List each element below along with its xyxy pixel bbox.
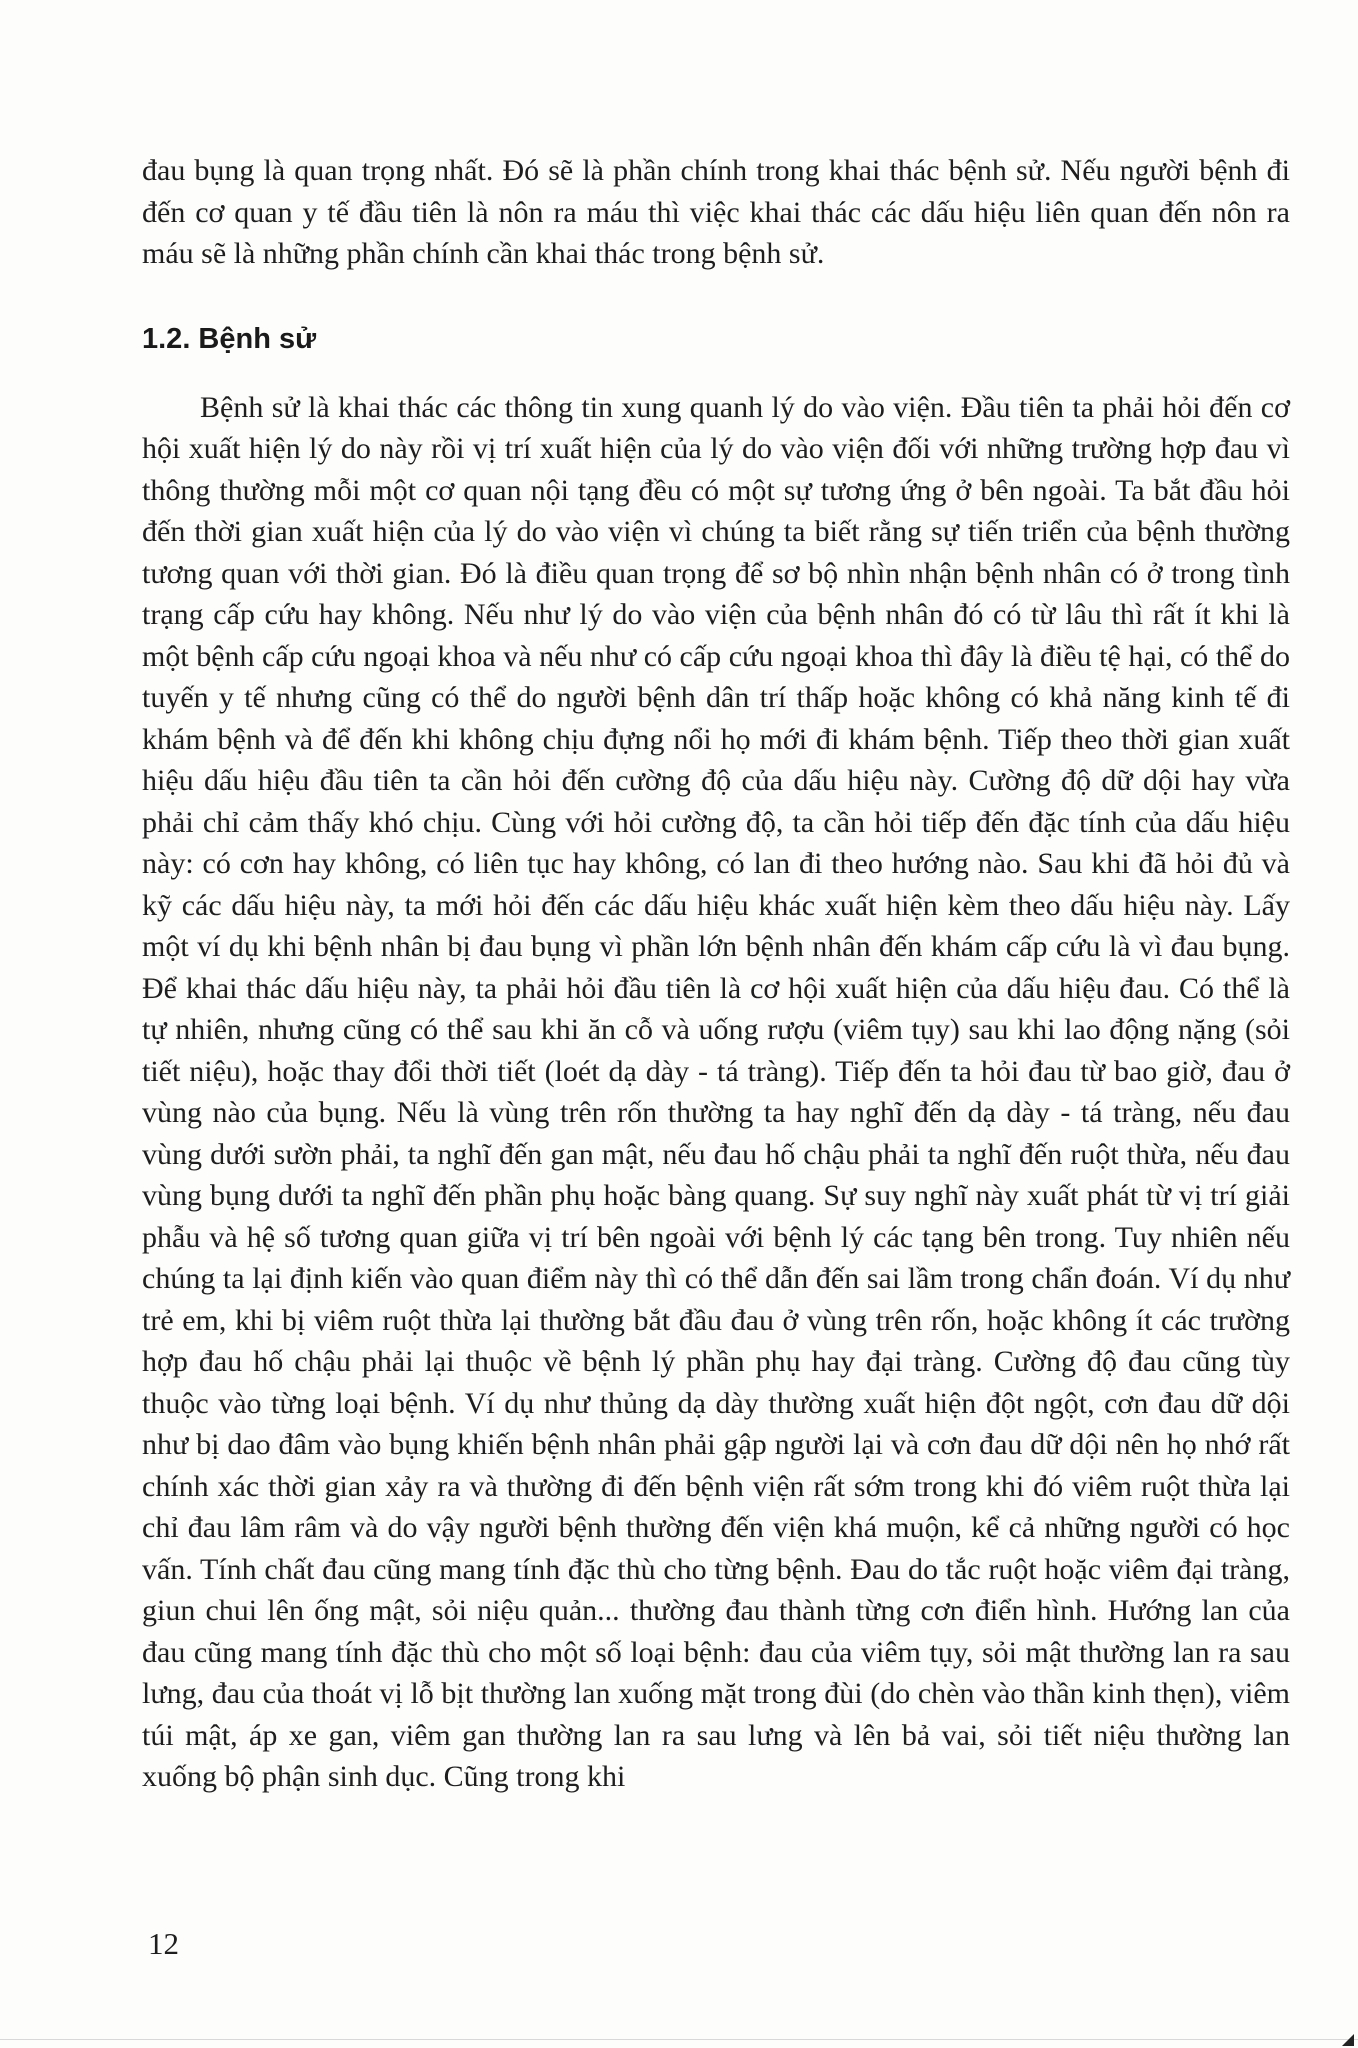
scan-corner-mark bbox=[1342, 2034, 1354, 2046]
body-paragraph: Bệnh sử là khai thác các thông tin xung quanh lý do vào viện. Đầu tiên ta phải hỏi đến cơ hội xuất hiện lý do này rồi vị trí xuất hiện của lý do vào viện đối với những trường hợp đau vì thông thường mỗi một cơ quan nội tạng đều có một sự tương ứng ở bên ngoài. Ta bắt đầu hỏi đến thời gian xuất hiện của lý do vào viện vì chúng ta biết rằng sự tiến triển của bệnh thường tương quan với thời gian. Đó là điều quan trọng để sơ bộ nhìn nhận bệnh nhân có ở trong tình trạng cấp cứu hay không. Nếu như lý do vào viện của bệnh nhân đó có từ lâu thì rất ít khi là một bệnh cấp cứu ngoại khoa và nếu như có cấp cứu ngoại khoa thì đây là điều tệ hại, có thể do tuyến y tế nhưng cũng có thể do người bệnh dân trí thấp hoặc không có khả năng kinh tế đi khám bệnh và để đến khi không chịu đựng nổi họ mới đi khám bệnh. Tiếp theo thời gian xuất hiệu dấu hiệu đầu tiên ta cần hỏi đến cường độ của dấu hiệu này. Cường độ dữ dội hay vừa phải chỉ cảm thấy khó chịu. Cùng với hỏi cường độ, ta cần hỏi tiếp đến đặc tính của dấu hiệu này: có cơn hay không, có liên tục hay không, có lan đi theo hướng nào. Sau khi đã hỏi đủ và kỹ các dấu hiệu này, ta mới hỏi đến các dấu hiệu khác xuất hiện kèm theo dấu hiệu này. Lấy một ví dụ khi bệnh nhân bị đau bụng vì phần lớn bệnh nhân đến khám cấp cứu là vì đau bụng. Để khai thác dấu hiệu này, ta phải hỏi đầu tiên là cơ hội xuất hiện của dấu hiệu đau. Có thể là tự nhiên, nhưng cũng có thể sau khi ăn cỗ và uống rượu (viêm tụy) sau khi lao động nặng (sỏi tiết niệu), hoặc thay đổi thời tiết (loét dạ dày - tá tràng). Tiếp đến ta hỏi đau từ bao giờ, đau ở vùng nào của bụng. Nếu là vùng trên rốn thường ta hay nghĩ đến dạ dày - tá tràng, nếu đau vùng dưới sườn phải, ta nghĩ đến gan mật, nếu đau hố chậu phải ta nghĩ đến ruột thừa, nếu đau vùng bụng dưới ta nghĩ đến phần phụ hoặc bàng quang. Sự suy nghĩ này xuất phát từ vị trí giải phẫu và hệ số tương quan giữa vị trí bên ngoài với bệnh lý các tạng bên trong. Tuy nhiên nếu chúng ta lại định kiến vào quan điểm này thì có thể dẫn đến sai lầm trong chẩn đoán. Ví dụ như trẻ em, khi bị viêm ruột thừa lại thường bắt đầu đau ở vùng trên rốn, hoặc không ít các trường hợp đau hố chậu phải lại thuộc về bệnh lý phần phụ hay đại tràng. Cường độ đau cũng tùy thuộc vào từng loại bệnh. Ví dụ như thủng dạ dày thường xuất hiện đột ngột, cơn đau dữ dội như bị dao đâm vào bụng khiến bệnh nhân phải gập người lại và cơn đau dữ dội nên họ nhớ rất chính xác thời gian xảy ra và thường đi đến bệnh viện rất sớm trong khi đó viêm ruột thừa lại chỉ đau lâm râm và do vậy người bệnh thường đến viện khá muộn, kể cả những người có học vấn. Tính chất đau cũng mang tính đặc thù cho từng bệnh. Đau do tắc ruột hoặc viêm đại tràng, giun chui lên ống mật, sỏi niệu quản... thường đau thành từng cơn điển hình. Hướng lan của đau cũng mang tính đặc thù cho một số loại bệnh: đau của viêm tụy, sỏi mật thường lan ra sau lưng, đau của thoát vị lỗ bịt thường lan xuống mặt trong đùi (do chèn vào thần kinh thẹn), viêm túi mật, áp xe gan, viêm gan thường lan ra sau lưng và lên bả vai, sỏi tiết niệu thường lan xuống bộ phận sinh dục. Cũng trong khi bbox=[142, 390, 1290, 1793]
page-content bbox=[142, 150, 1290, 1798]
scan-edge-line bbox=[0, 2039, 1358, 2040]
section-heading: 1.2. Bệnh sử bbox=[142, 322, 317, 355]
page-number: 12 bbox=[148, 1926, 179, 1961]
intro-paragraph: đau bụng là quan trọng nhất. Đó sẽ là phần chính trong khai thác bệnh sử. Nếu người bệnh đi đến cơ quan y tế đầu tiên là nôn ra máu thì việc khai thác các dấu hiệu liên quan đến nôn ra máu sẽ là những phần chính cần khai thác trong bệnh sử. bbox=[142, 154, 1290, 270]
